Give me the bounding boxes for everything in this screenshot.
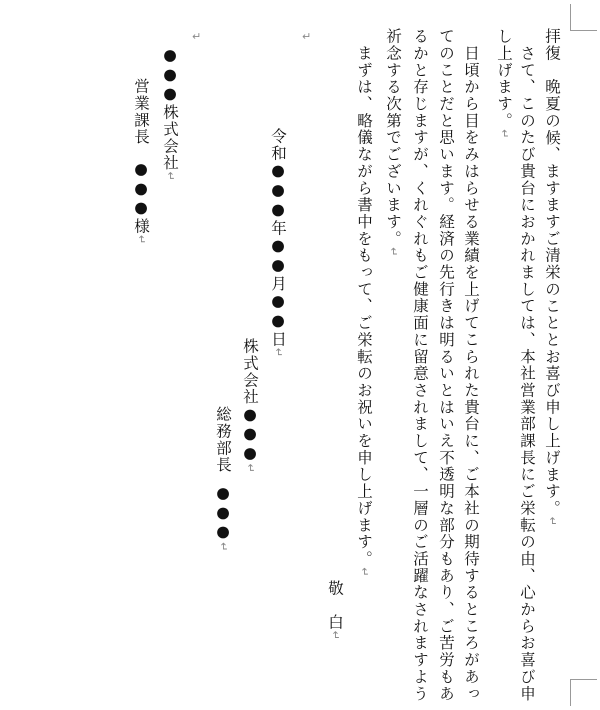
body-text: るかと存じますが、くれぐれもご健康面に留意されまして、一層のご活躍なされますよう (411, 28, 429, 702)
body-line-2 (436, 28, 456, 702)
paragraph-mark: ↵ (164, 171, 177, 183)
closing-line (354, 28, 374, 578)
greeting-line (542, 28, 562, 527)
paragraph-mark: ↵ (498, 129, 511, 140)
recipient-company: ●●●株式会社 (161, 46, 179, 172)
body-text: 祈念する次第でございます。 (384, 28, 402, 248)
date-line (268, 128, 288, 358)
season-greeting: 晩夏の候、ますますご清栄のこととお喜び申し上げます。 (543, 78, 561, 517)
congratulation-text-end: し上げます。 (495, 28, 513, 130)
sender-title-line (213, 406, 233, 473)
paragraph-mark: ↵ (192, 30, 202, 43)
recipient-title: 営業課長 (132, 78, 150, 146)
body-line-4 (383, 28, 403, 258)
sender-name: ●●● (214, 484, 232, 543)
paragraph-mark: ↵ (546, 516, 559, 528)
congratulation-text: さて、このたび貴台におかれましては、本社営業部課長にご栄転の由、心からお喜び申 (518, 44, 536, 703)
closing-text: まずは、略儀ながら書中をもって、ご栄転のお祝いを申し上げます。 (355, 44, 373, 568)
letter-date: 令和●●●年●●月●●日 (269, 128, 287, 348)
paragraph-mark: ↵ (244, 463, 257, 475)
opening-word: 拝復 (543, 28, 561, 62)
paragraph-mark: ↵ (217, 542, 230, 553)
sender-name-line (213, 484, 233, 553)
page-corner-mark-top (570, 4, 597, 31)
paragraph-mark: ↵ (302, 30, 312, 43)
page-corner-mark-bottom (570, 679, 597, 706)
recipient-title-line (131, 78, 151, 145)
sender-company: 株式会社●●● (241, 338, 259, 464)
paragraph-mark: ↵ (272, 347, 285, 359)
sender-company-line (240, 338, 260, 474)
body-line-1 (461, 28, 481, 702)
body-line-3 (410, 28, 430, 702)
sender-title: 総務部長 (214, 406, 232, 474)
recipient-name: ●●●様 (132, 160, 150, 235)
recipient-company-line (160, 46, 180, 182)
paragraph-mark: ↵ (329, 630, 342, 642)
body-text: てのことだと思います。経済の先行きは明るいとはいえ不透明な部分もあり、ご苦労もあ (437, 28, 455, 702)
recipient-name-line (131, 160, 151, 245)
congratulation-line-2 (494, 28, 514, 140)
closing-word-text: 敬 白 (326, 580, 344, 631)
paragraph-mark: ↵ (387, 247, 400, 258)
closing-word (325, 580, 345, 641)
paragraph-mark: ↵ (135, 234, 148, 246)
congratulation-line-1 (517, 28, 537, 702)
paragraph-mark: ↵ (358, 567, 371, 578)
body-text: 日頃から目をみはらせる業績を上げてこられた貴台に、ご本社の期待するところがあっ (462, 44, 480, 703)
